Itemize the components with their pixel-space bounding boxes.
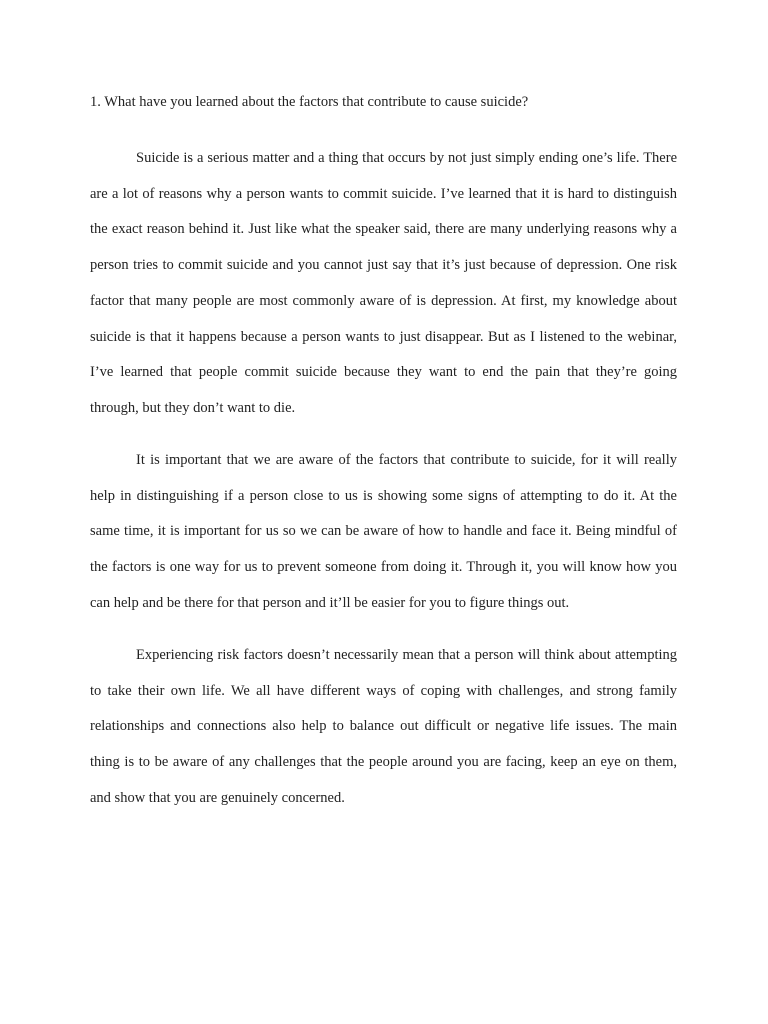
question-heading: 1. What have you learned about the factors that contribute to cause suicide?	[90, 94, 529, 110]
paragraph-1: Suicide is a serious matter and a thing that occurs by not just simply ending one’s life. There are a lot of reasons why a person wants to commit suicide. I’ve learned that it is hard to distinguish the exact reason behind it. Just like what the speaker said, there are many underlying reasons why a person tries to commit suicide and you cannot just say that it’s just because of depression. One risk factor that many people are most commonly aware of is depression. At first, my knowledge about suicide is that it happens because a person wants to just disappear. But as I listened to the webinar, I’ve learned that people commit suicide because they want to end the pain that they’re going through, but they don’t want to die.	[90, 150, 677, 416]
paragraph-2: It is important that we are aware of the factors that contribute to suicide, for it will really help in distinguishing if a person close to us is showing some signs of attempting to do it. At the same time, it is important for us so we can be aware of how to handle and face it. Being mindful of the factors is one way for us to prevent someone from doing it. Through it, you will know how you can help and be there for that person and it’ll be easier for you to figure things out.	[90, 452, 677, 611]
paragraph-3: Experiencing risk factors doesn’t necessarily mean that a person will think about attempting to take their own life. We all have different ways of coping with challenges, and strong family relationships and connections also help to balance out difficult or negative life issues. The main thing is to be aware of any challenges that the people around you are facing, keep an eye on them, and show that you are genuinely concerned.	[90, 647, 677, 806]
